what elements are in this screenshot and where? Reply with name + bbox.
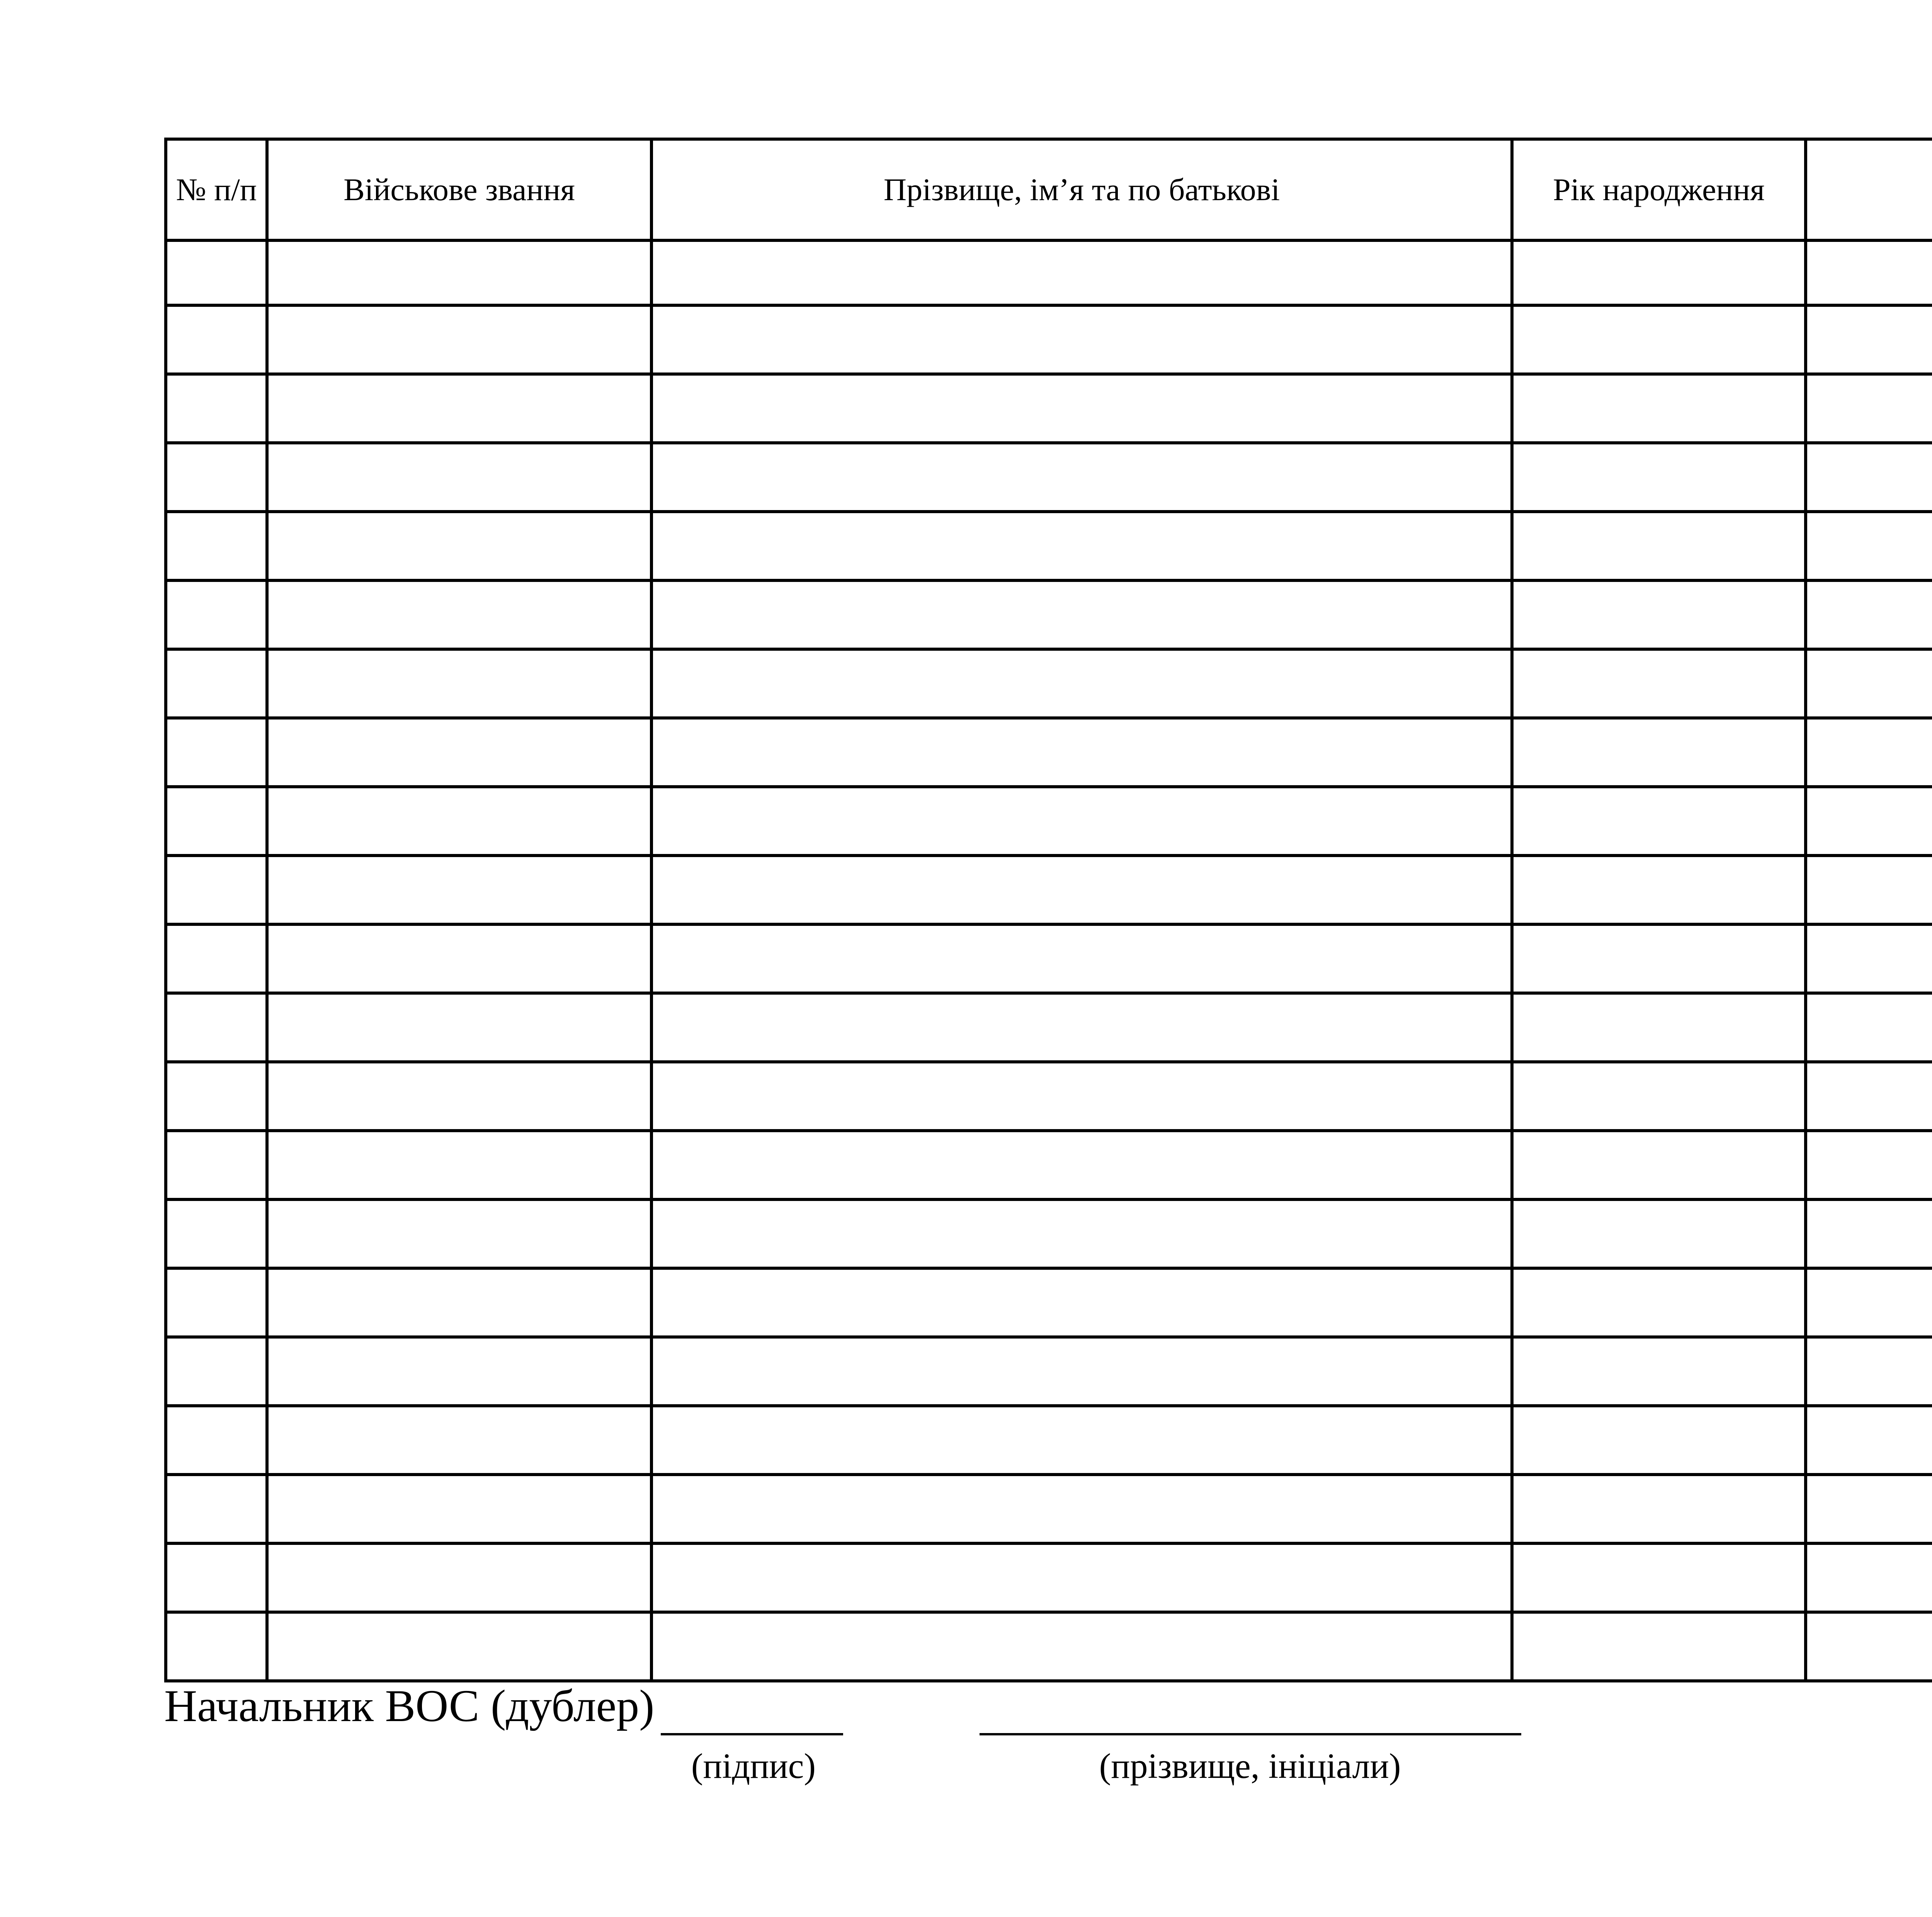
table-row	[166, 856, 1932, 924]
cell-number[interactable]	[166, 649, 267, 718]
table-row	[166, 1199, 1932, 1268]
table-row	[166, 993, 1932, 1062]
cell-full-name[interactable]	[651, 1337, 1512, 1406]
cell-rank[interactable]	[267, 1268, 651, 1337]
cell-complaint[interactable]	[1806, 1475, 1932, 1543]
cell-birth-year[interactable]	[1512, 787, 1806, 856]
cell-rank[interactable]	[267, 580, 651, 649]
cell-complaint[interactable]	[1806, 1543, 1932, 1612]
cell-full-name[interactable]	[651, 856, 1512, 924]
table-row	[166, 1543, 1932, 1612]
cell-birth-year[interactable]	[1512, 856, 1806, 924]
patient-complaints-table	[164, 138, 1932, 1682]
cell-full-name[interactable]	[651, 787, 1512, 856]
cell-birth-year[interactable]	[1512, 924, 1806, 993]
cell-rank[interactable]	[267, 1062, 651, 1131]
cell-full-name[interactable]	[651, 1612, 1512, 1681]
cell-number[interactable]	[166, 512, 267, 580]
cell-number[interactable]	[166, 1337, 267, 1406]
cell-complaint[interactable]	[1806, 718, 1932, 787]
table-row	[166, 649, 1932, 718]
cell-complaint[interactable]	[1806, 305, 1932, 374]
header-full-name: Прізвище, ім’я та по батькові	[651, 139, 1512, 240]
table-row	[166, 1131, 1932, 1199]
cell-birth-year[interactable]	[1512, 1268, 1806, 1337]
cell-complaint[interactable]	[1806, 443, 1932, 512]
cell-number[interactable]	[166, 1543, 267, 1612]
header-rank: Військове звання	[267, 139, 651, 240]
cell-complaint[interactable]	[1806, 1268, 1932, 1337]
cell-number[interactable]	[166, 1199, 267, 1268]
cell-rank[interactable]	[267, 993, 651, 1062]
cell-birth-year[interactable]	[1512, 1131, 1806, 1199]
table-row	[166, 374, 1932, 443]
cell-full-name[interactable]	[651, 512, 1512, 580]
cell-rank[interactable]	[267, 1543, 651, 1612]
cell-rank[interactable]	[267, 856, 651, 924]
cell-birth-year[interactable]	[1512, 649, 1806, 718]
cell-full-name[interactable]	[651, 1268, 1512, 1337]
cell-complaint[interactable]	[1806, 856, 1932, 924]
cell-number[interactable]	[166, 924, 267, 993]
table-row	[166, 1062, 1932, 1131]
cell-number[interactable]	[166, 1268, 267, 1337]
cell-rank[interactable]	[267, 924, 651, 993]
cell-birth-year[interactable]	[1512, 1199, 1806, 1268]
cell-complaint[interactable]	[1806, 649, 1932, 718]
cell-complaint[interactable]	[1806, 1131, 1932, 1199]
cell-rank[interactable]	[267, 1406, 651, 1475]
cell-full-name[interactable]	[651, 1543, 1512, 1612]
cell-complaint[interactable]	[1806, 1062, 1932, 1131]
header-number: № п/п	[166, 139, 267, 240]
cell-complaint[interactable]	[1806, 787, 1932, 856]
cell-number[interactable]	[166, 580, 267, 649]
cell-rank[interactable]	[267, 1199, 651, 1268]
table-header-row	[166, 139, 1932, 240]
cell-full-name[interactable]	[651, 305, 1512, 374]
cell-number[interactable]	[166, 787, 267, 856]
cell-number[interactable]	[166, 1612, 267, 1681]
cell-birth-year[interactable]	[1512, 1062, 1806, 1131]
cell-number[interactable]	[166, 1406, 267, 1475]
cell-birth-year[interactable]	[1512, 718, 1806, 787]
cell-birth-year[interactable]	[1512, 1406, 1806, 1475]
cell-rank[interactable]	[267, 1475, 651, 1543]
cell-birth-year[interactable]	[1512, 305, 1806, 374]
cell-full-name[interactable]	[651, 718, 1512, 787]
cell-full-name[interactable]	[651, 1475, 1512, 1543]
table-row	[166, 1337, 1932, 1406]
signature-caption: (підпис)	[691, 1746, 816, 1786]
cell-rank[interactable]	[267, 1337, 651, 1406]
cell-full-name[interactable]	[651, 374, 1512, 443]
cell-number[interactable]	[166, 1062, 267, 1131]
table-row	[166, 512, 1932, 580]
cell-rank[interactable]	[267, 649, 651, 718]
table-body	[166, 240, 1932, 1681]
name-caption: (прізвище, ініціали)	[1099, 1746, 1401, 1786]
cell-birth-year[interactable]	[1512, 1543, 1806, 1612]
cell-birth-year[interactable]	[1512, 580, 1806, 649]
cell-complaint[interactable]	[1806, 580, 1932, 649]
cell-complaint[interactable]	[1806, 1337, 1932, 1406]
signature-line[interactable]	[661, 1733, 843, 1735]
cell-complaint[interactable]	[1806, 374, 1932, 443]
cell-birth-year[interactable]	[1512, 374, 1806, 443]
cell-complaint[interactable]	[1806, 1199, 1932, 1268]
cell-full-name[interactable]	[651, 1199, 1512, 1268]
cell-complaint[interactable]	[1806, 512, 1932, 580]
cell-full-name[interactable]	[651, 443, 1512, 512]
cell-rank[interactable]	[267, 1131, 651, 1199]
cell-number[interactable]	[166, 240, 267, 305]
cell-birth-year[interactable]	[1512, 1612, 1806, 1681]
cell-complaint[interactable]	[1806, 1406, 1932, 1475]
cell-complaint[interactable]	[1806, 240, 1932, 305]
cell-number[interactable]	[166, 993, 267, 1062]
table-row	[166, 924, 1932, 993]
cell-number[interactable]	[166, 374, 267, 443]
cell-number[interactable]	[166, 305, 267, 374]
table-row	[166, 1268, 1932, 1337]
cell-rank[interactable]	[267, 787, 651, 856]
cell-complaint[interactable]	[1806, 924, 1932, 993]
cell-birth-year[interactable]	[1512, 1475, 1806, 1543]
cell-number[interactable]	[166, 443, 267, 512]
cell-number[interactable]	[166, 1131, 267, 1199]
table-row	[166, 1475, 1932, 1543]
cell-full-name[interactable]	[651, 1062, 1512, 1131]
table-row	[166, 305, 1932, 374]
cell-full-name[interactable]	[651, 580, 1512, 649]
cell-birth-year[interactable]	[1512, 1337, 1806, 1406]
table-row	[166, 1406, 1932, 1475]
header-complaint	[1806, 139, 1932, 240]
table-row	[166, 1612, 1932, 1681]
name-line[interactable]	[980, 1733, 1521, 1735]
header-birth-year: Рік народження	[1512, 139, 1806, 240]
cell-rank[interactable]	[267, 512, 651, 580]
cell-full-name[interactable]	[651, 924, 1512, 993]
cell-full-name[interactable]	[651, 1131, 1512, 1199]
cell-full-name[interactable]	[651, 240, 1512, 305]
cell-full-name[interactable]	[651, 993, 1512, 1062]
cell-birth-year[interactable]	[1512, 993, 1806, 1062]
cell-number[interactable]	[166, 1475, 267, 1543]
table-row	[166, 240, 1932, 305]
cell-number[interactable]	[166, 718, 267, 787]
cell-complaint[interactable]	[1806, 993, 1932, 1062]
cell-rank[interactable]	[267, 240, 651, 305]
cell-rank[interactable]	[267, 374, 651, 443]
commander-label: Начальник ВОС (дублер)	[164, 1681, 655, 1731]
cell-rank[interactable]	[267, 718, 651, 787]
table-row	[166, 718, 1932, 787]
table-row	[166, 787, 1932, 856]
table-row	[166, 443, 1932, 512]
cell-rank[interactable]	[267, 443, 651, 512]
cell-number[interactable]	[166, 856, 267, 924]
cell-full-name[interactable]	[651, 1406, 1512, 1475]
cell-rank[interactable]	[267, 305, 651, 374]
cell-birth-year[interactable]	[1512, 443, 1806, 512]
cell-full-name[interactable]	[651, 649, 1512, 718]
cell-birth-year[interactable]	[1512, 512, 1806, 580]
table-row	[166, 580, 1932, 649]
cell-rank[interactable]	[267, 1612, 651, 1681]
cell-birth-year[interactable]	[1512, 240, 1806, 305]
cell-complaint[interactable]	[1806, 1612, 1932, 1681]
